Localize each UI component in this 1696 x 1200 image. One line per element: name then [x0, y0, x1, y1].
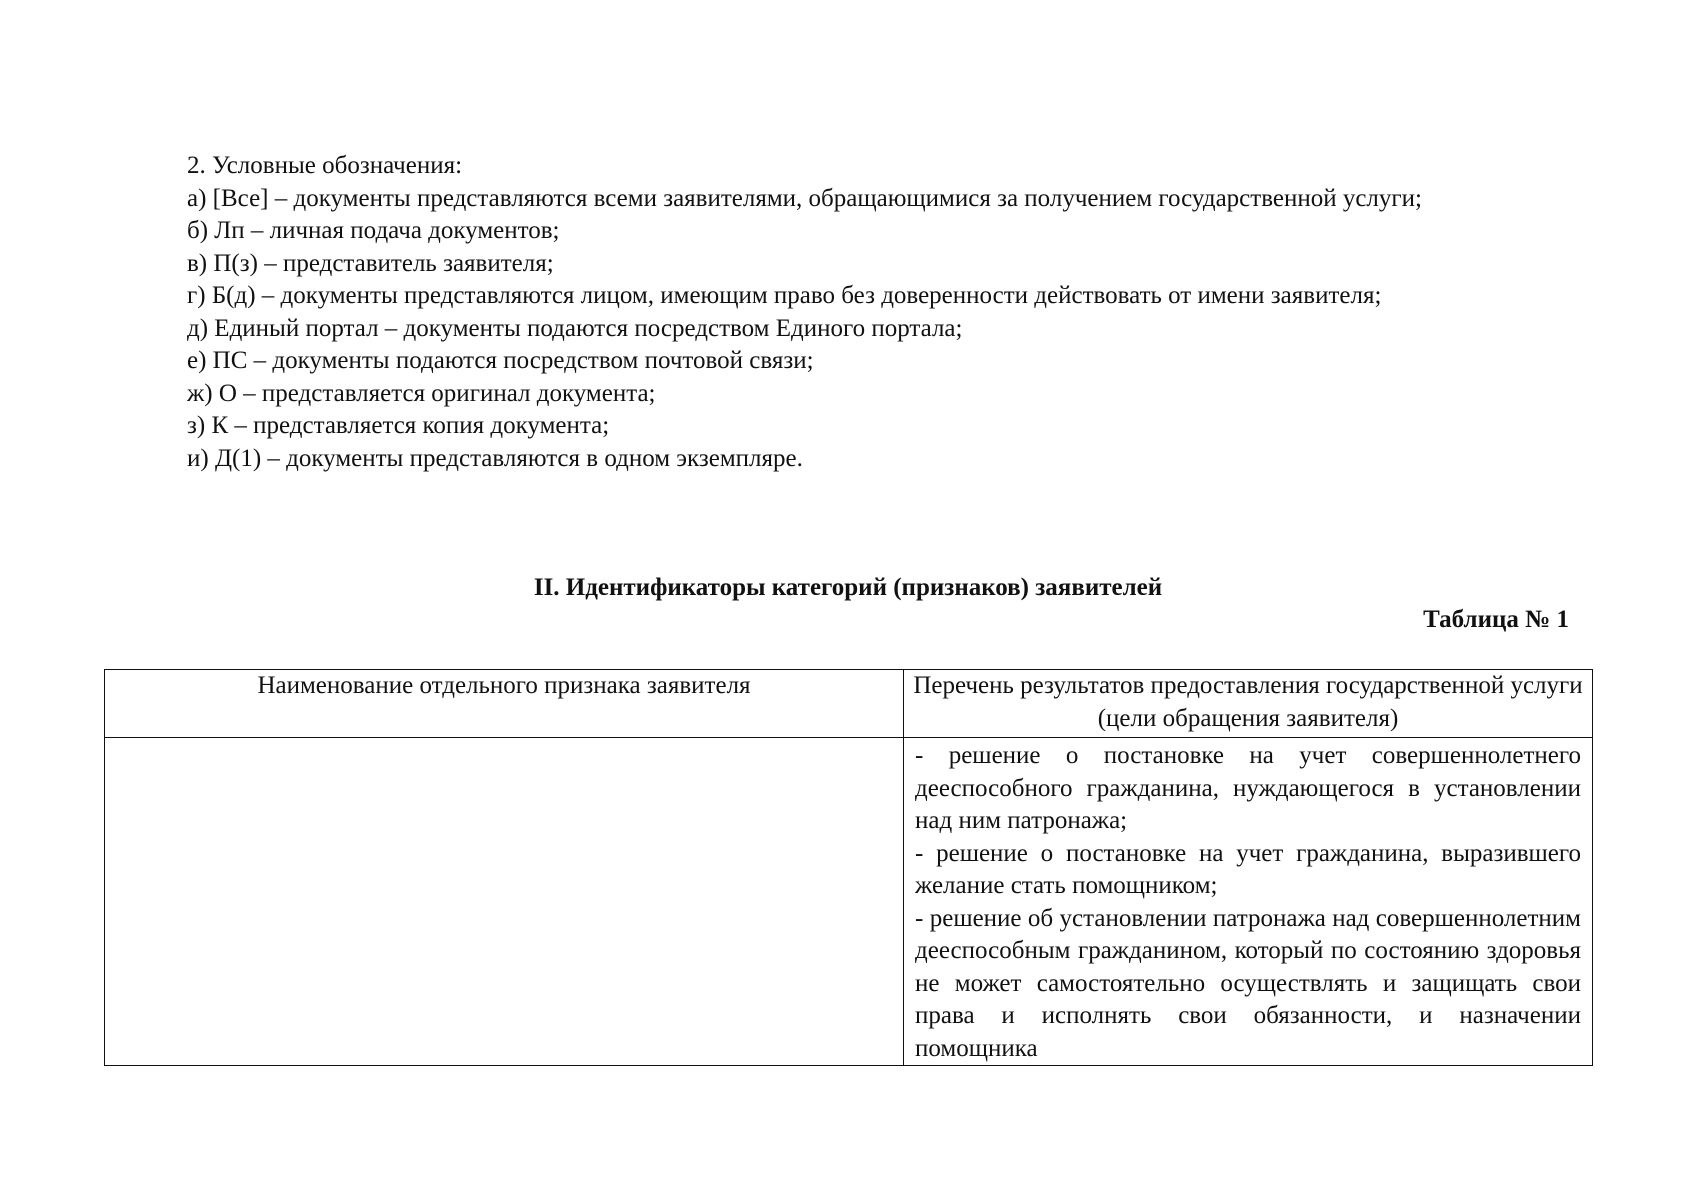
- notation-item-b: б) Лп – личная подача документов;: [187, 217, 560, 244]
- result-item: - решение об установлении патронажа над совершеннолетним дееспособным гражданином, который по состоянию здоровья не может самостоятельно осуществлять и защищать свои права и исполнять свои обязанности, и назначении помощника: [915, 904, 1581, 1062]
- notation-item-d: д) Единый портал – документы подаются посредством Единого портала;: [187, 314, 963, 342]
- table-row: [105, 738, 1593, 1066]
- notation-section: [114, 150, 1604, 475]
- table-header-row: [105, 670, 1593, 738]
- notation-item-zh: ж) О – представляется оригинал документа;: [187, 379, 656, 407]
- result-item: - решение о постановке на учет гражданина, выразившего желание стать помощником;: [915, 839, 1581, 899]
- notation-title: 2. Условные обозначения:: [187, 152, 463, 179]
- cell-attribute: [105, 738, 904, 1066]
- notation-item-e: е) ПС – документы подаются посредством почтовой связи;: [187, 347, 814, 374]
- notation-item-z: з) К – представляется копия документа;: [187, 412, 610, 439]
- notation-item-a: а) [Все] – документы представляются всеми заявителями, обращающимися за получением государственной услуги;: [187, 184, 1422, 212]
- cell-results: [904, 738, 1593, 1066]
- notation-item-v: в) П(з) – представитель заявителя;: [187, 249, 554, 277]
- applicant-attributes-table: [104, 669, 1593, 1066]
- header-results-list: Перечень результатов предоставления государственной услуги (цели обращения заявителя): [904, 670, 1593, 738]
- notation-item-g: г) Б(д) – документы представляются лицом, имеющим право без доверенности действовать от имени заявителя;: [187, 282, 1382, 309]
- notation-item-i: и) Д(1) – документы представляются в одном экземпляре.: [187, 444, 803, 472]
- result-item: - решение о постановке на учет совершеннолетнего дееспособного гражданина, нуждающегося в установлении над ним патронажа;: [915, 742, 1581, 834]
- header-attribute-name: Наименование отдельного признака заявителя: [105, 670, 904, 738]
- section-heading: II. Идентификаторы категорий (признаков) заявителей: [533, 574, 1163, 601]
- table-caption: Таблица № 1: [1423, 606, 1569, 633]
